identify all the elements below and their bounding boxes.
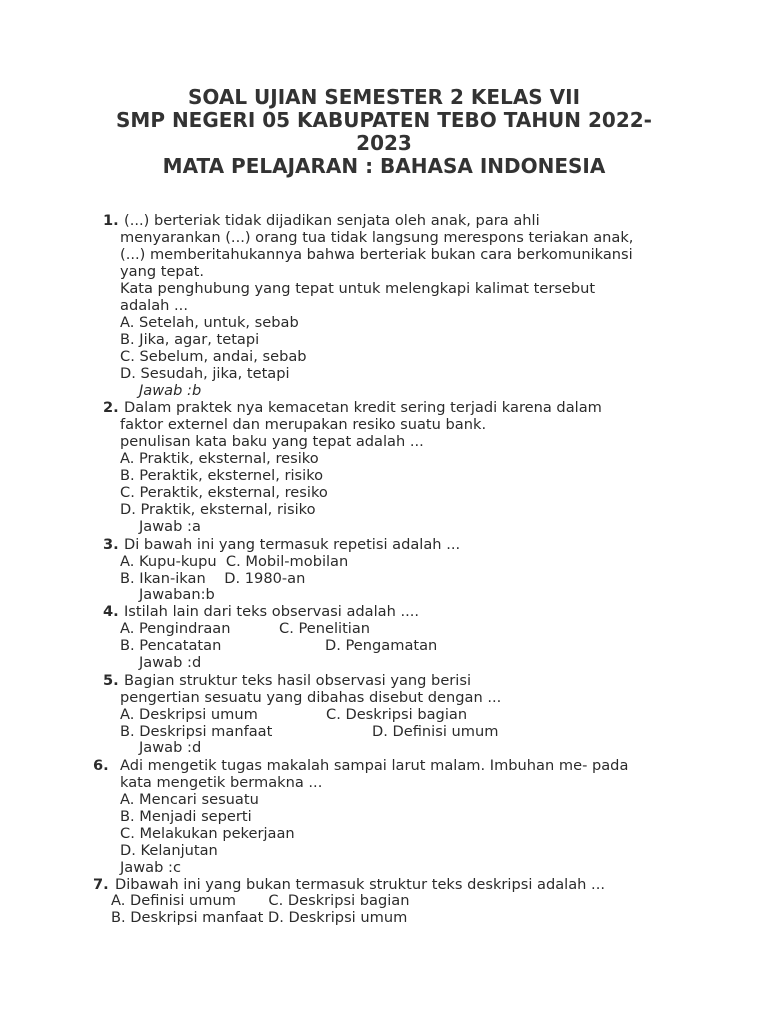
q5-answer: Jawab :d: [139, 739, 202, 756]
q3-number: 3.: [103, 536, 119, 553]
q2-text-2: faktor externel dan merupakan resiko suatu bank.: [120, 416, 487, 433]
q5-option-d: D. Definisi umum: [372, 723, 499, 740]
q1-text-1: (...) berteriak tidak dijadikan senjata oleh anak, para ahli: [124, 212, 540, 229]
q4-option-d: D. Pengamatan: [325, 637, 438, 654]
q4-answer: Jawab :d: [139, 654, 202, 671]
q2-option-a: A. Praktik, eksternal, resiko: [120, 450, 319, 467]
q4-option-c: C. Penelitian: [279, 620, 371, 637]
q6-option-b: B. Menjadi seperti: [120, 808, 252, 825]
q7-options-row-1: A. Definisi umum C. Deskripsi bagian: [111, 892, 410, 909]
q4-text-1: Istilah lain dari teks observasi adalah ....: [124, 603, 420, 620]
q2-option-d: D. Praktik, eksternal, risiko: [120, 501, 316, 518]
q4-option-a: A. Pengindraan: [120, 620, 231, 637]
q3-answer: Jawaban:b: [139, 586, 215, 603]
title-line-4: MATA PELAJARAN : BAHASA INDONESIA: [162, 154, 606, 178]
q6-option-a: A. Mencari sesuatu: [120, 791, 259, 808]
q1-option-c: C. Sebelum, andai, sebab: [120, 348, 307, 365]
q2-text-3: penulisan kata baku yang tepat adalah ...: [120, 433, 424, 450]
title-line-3: 2023: [356, 131, 412, 155]
q7-options-row-2: B. Deskripsi manfaat D. Deskripsi umum: [111, 909, 408, 926]
title-line-2: SMP NEGERI 05 KABUPATEN TEBO TAHUN 2022-: [116, 108, 652, 132]
q1-answer: Jawab :b: [139, 382, 202, 399]
q4-option-b: B. Pencatatan: [120, 637, 222, 654]
q5-number: 5.: [103, 672, 119, 689]
q6-number: 6.: [93, 757, 109, 774]
q1-text-2: menyarankan (...) orang tua tidak langsung merespons teriakan anak,: [120, 229, 634, 246]
q1-text-4: yang tepat.: [120, 263, 204, 280]
q1-option-b: B. Jika, agar, tetapi: [120, 331, 260, 348]
q2-option-b: B. Peraktik, eksternel, risiko: [120, 467, 324, 484]
q3-options-row-2: B. Ikan-ikan D. 1980-an: [120, 570, 306, 587]
q1-number: 1.: [103, 212, 119, 229]
q2-text-1: Dalam praktek nya kemacetan kredit sering terjadi karena dalam: [124, 399, 602, 416]
q5-option-a: A. Deskripsi umum: [120, 706, 258, 723]
q1-text-3: (...) memberitahukannya bahwa berteriak bukan cara berkomunikansi: [120, 246, 633, 263]
q1-text-6: adalah ...: [120, 297, 188, 314]
q5-text-1: Bagian struktur teks hasil observasi yang berisi: [124, 672, 472, 689]
q1-text-5: Kata penghubung yang tepat untuk melengkapi kalimat tersebut: [120, 280, 596, 297]
q1-option-a: A. Setelah, untuk, sebab: [120, 314, 299, 331]
q3-options-row-1: A. Kupu-kupu C. Mobil-mobilan: [120, 553, 349, 570]
q7-text-1: Dibawah ini yang bukan termasuk struktur teks deskripsi adalah ...: [115, 876, 605, 893]
q5-option-b: B. Deskripsi manfaat: [120, 723, 273, 740]
q4-number: 4.: [103, 603, 119, 620]
q5-option-c: C. Deskripsi bagian: [326, 706, 468, 723]
document-title: [0, 86, 768, 178]
q1-option-d: D. Sesudah, jika, tetapi: [120, 365, 290, 382]
q6-text-2: kata mengetik bermakna ...: [120, 774, 323, 791]
q2-number: 2.: [103, 399, 119, 416]
q6-answer: Jawab :c: [120, 859, 181, 876]
q2-answer: Jawab :a: [139, 518, 201, 535]
title-line-1: SOAL UJIAN SEMESTER 2 KELAS VII: [187, 85, 581, 109]
q3-text-1: Di bawah ini yang termasuk repetisi adalah ...: [124, 536, 461, 553]
q7-number: 7.: [93, 876, 109, 893]
q6-text-1: Adi mengetik tugas makalah sampai larut malam. Imbuhan me- pada: [120, 757, 629, 774]
q5-text-2: pengertian sesuatu yang dibahas disebut dengan ...: [120, 689, 502, 706]
q6-option-c: C. Melakukan pekerjaan: [120, 825, 295, 842]
q2-option-c: C. Peraktik, eksternal, resiko: [120, 484, 328, 501]
q6-option-d: D. Kelanjutan: [120, 842, 218, 859]
